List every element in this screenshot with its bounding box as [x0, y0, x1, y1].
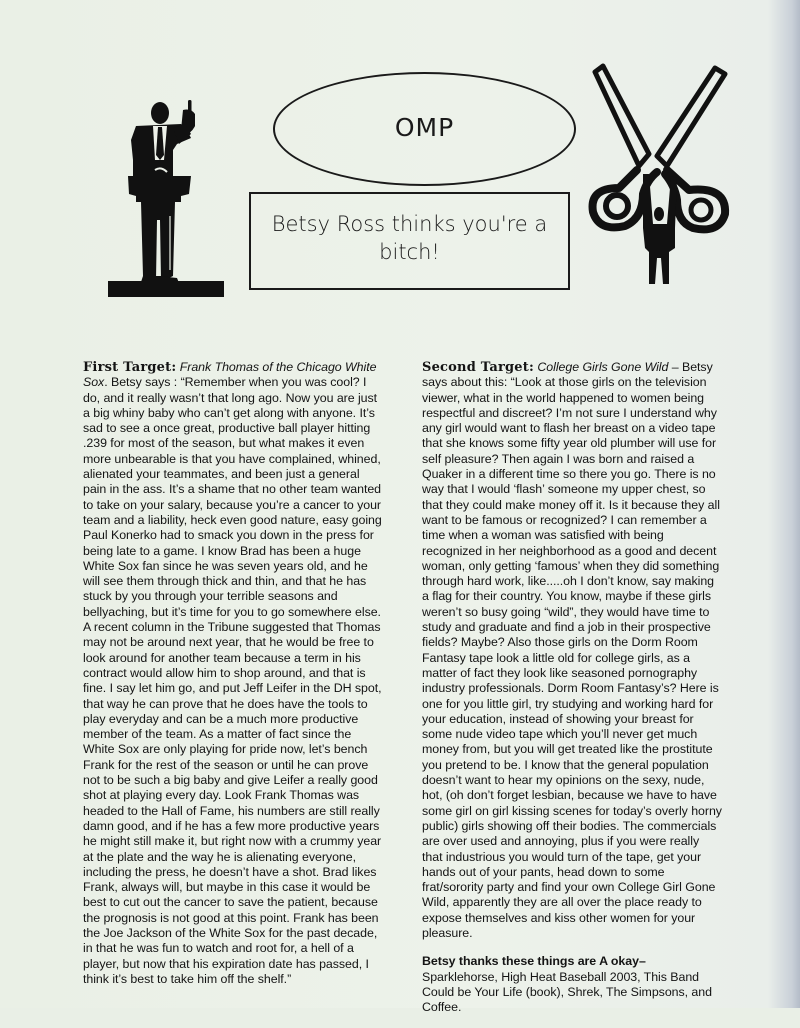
page-title: Betsy Ross thinks you're a bitch! [271, 212, 548, 264]
thanks-items: Sparklehorse, High Heat Baseball 2003, This Band Could be Your Life (book), Shrek, The Simpsons, and Coffee. [422, 969, 712, 1015]
thanks-label: Betsy thanks these things are A okay– [422, 954, 646, 969]
target-label: Second Target: [422, 360, 534, 375]
article-text: . Betsy says : “Remember when you was cool? I do, and it really wasn’t that long ago. Now you are just a big whiny baby who can’t get along with anyone. It’s sad to see a once great, productive ball player hitting .239 for most of the season, but what makes it even more unbearable is that you have complained, whined, alienated your teammates, and been just a general pain in the ass. It’s a shame that no other team wanted to take on your salary, because you’re a cancer to your team and a liability, heck even good nature, easy going Paul Konerko had to smack you down in the press for being late to a game. I know Brad has been a huge White Sox fan since he was seven years old, and he will see them through thick and thin, and that he has stuck by you through your terrible seasons and bellyaching, but it’s time for you to go somewhere else. A recent column in the Tribune suggested that Thomas may not be around next year, that he would be free to look around for another team because a term in his contract would allow him to shop around, and that is fine. I say let him go, and put Jeff Leifer in the DH spot, that way he can prove that he does have the tools to play everyday and can be a much more productive member of the team. As a matter of fact since the White Sox are only playing for pride now, let’s bench Frank for the rest of the season or until he can prove not to be such a big baby and give Leifer a really good shot at playing every day. Look Frank Thomas was headed to the Hall of Fame, his numbers are still really damn good, and if he has a few more productive years he might still make it, but right now with a crummy year at the plate and the way he is alienating everyone, including the press, he doesn’t have a shot. Brad likes Frank, always will, but maybe in this case it would be best to cut out the cancer to save the patient, because the prognosis is not good at this point. Frank has been the Joe Jackson of the White Sox for the past decade, in that he was fun to watch and root for, a hell of a player, but now that his expiration date has passed, I think it’s best to take him off the shelf.” [83, 375, 382, 986]
headline-box [249, 192, 570, 290]
target-subject: Frank Thomas of the Chicago White Sox [83, 360, 377, 390]
target-subject: College Girls Gone Wild [537, 360, 669, 374]
article-body [83, 360, 383, 987]
article-first-target [83, 360, 383, 1000]
target-label: First Target: [83, 360, 177, 375]
thanks-paragraph [422, 954, 722, 1015]
speaker-at-podium-icon [103, 100, 231, 300]
person-holding-scissors-icon [585, 62, 735, 287]
logo-oval [273, 72, 576, 186]
article-body [422, 360, 722, 941]
article-text: – Betsy says about this: “Look at those girls on the television viewer, what in the world happened to women being respectful and discreet? I’m not sure I understand why any girl would want to flash her breast on a video tape that she knows some fifty year old plumber will use for self pleasure? Then again I was born and raised a Quaker in a different time so there you go. There is no way that I would ‘flash’ someone my upper chest, so that they could make money off it. Is it because they all want to be famous or recognized? I can remember a time when a woman was satisfied with being recognized in her neighborhood as a good and decent woman, only getting ‘famous’ when they did something through hard work, like.....oh I don’t know, say making a flag for their country. You know, maybe if these girls weren’t so busy going “wild”, they would have time to study and graduate and find a job in their prospective fields? Maybe? Also those girls on the Dorm Room Fantasy tape look a little old for college girls, as a matter of fact they look like seasoned pornography industry professionals. Dorm Room Fantasy’s? Here is one for you little girl, try studying and working hard for your education, instead of showing your breast for some nude video tape which you’ll never get much money from, but you will get treated like the prostitute you pretend to be. I know that the general population doesn’t want to hear my opinions on the sexy, nude, hot, (oh don’t forget lesbian, because we have to have some girl on girl kissing scenes for today’s overly horny public) girls showing off their bodies. The commercials are over used and annoying, plus if you were really that industrious you would turn of the tape, get your hands out of your pants, head down to some frat/sorority party and find your own College Girl Gone Wild, apparently they are all over the place ready to expose themselves and kiss other women for your pleasure. [422, 360, 722, 940]
article-second-target [422, 360, 722, 1028]
logo-text: OMP [394, 112, 455, 142]
